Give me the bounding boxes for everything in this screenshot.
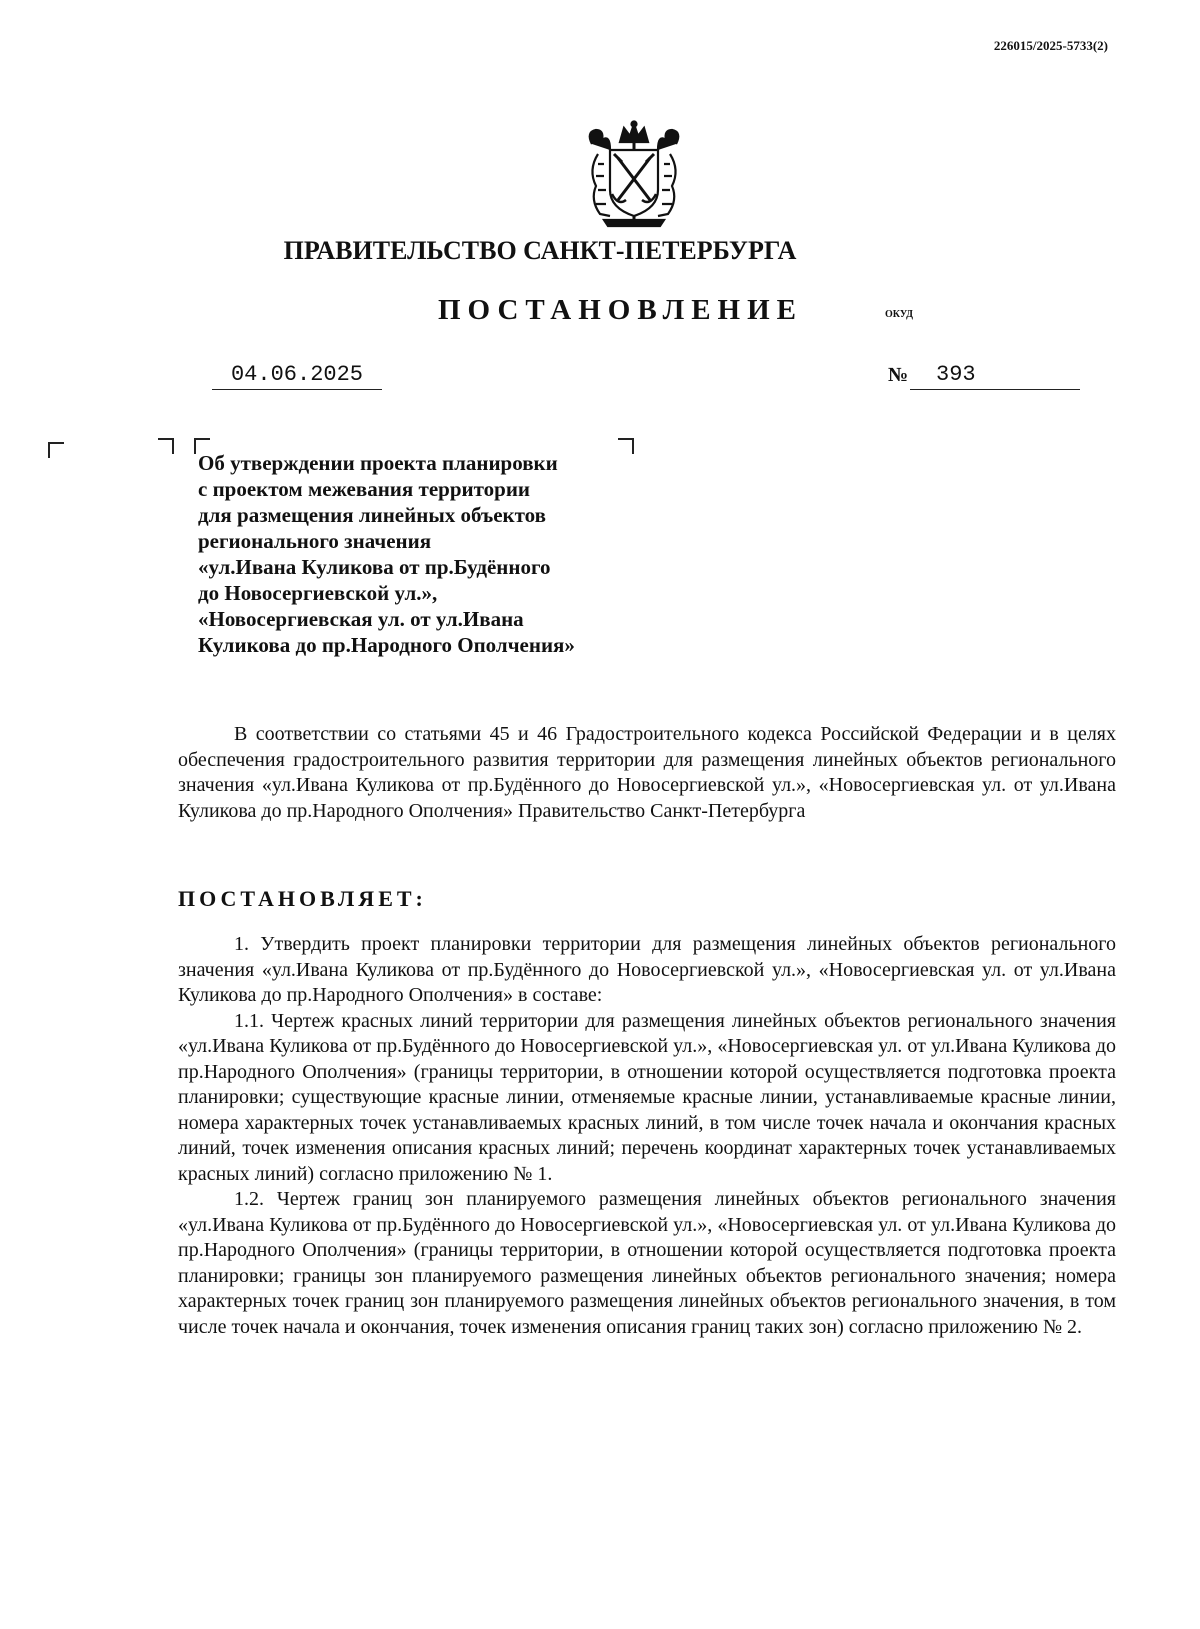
item-paragraph: 1. Утвердить проект планировки территории для размещения линейных объектов регионального значения «ул.Ивана Куликова от пр.Будённого до Новосергиевской ул.», «Новосергиевская ул. от ул.Ивана Куликова до пр.Народного Ополчения» в составе: xyxy=(178,933,1116,1006)
okud-label: ОКУД xyxy=(885,309,914,320)
title-line: с проектом межевания территории xyxy=(198,477,531,501)
spb-coat-of-arms-icon xyxy=(578,120,690,232)
item-paragraph: 1.1. Чертеж красных линий территории для размещения линейных объектов регионального значения «ул.Ивана Куликова от пр.Будённого до Новосергиевской ул.», «Новосергиевская ул. от ул.Ивана Куликова до пр.Народного Ополчения» (границы территории, в отношении которой осуществляется подготовка проекта планировки; существующие красные линии, отменяемые красные линии, устанавливаемые красные линии, номера характерных точек устанавливаемых красных линий, в том числе точек начала и окончания красных линий, точек изменения описания красных линий; перечень координат характерных точек устанавливаемых красных линий) согласно приложению № 1. xyxy=(178,1009,1116,1185)
preamble xyxy=(178,722,1116,824)
corner-mark-inner-right xyxy=(158,438,174,454)
corner-mark-left xyxy=(48,442,64,458)
government-name: ПРАВИТЕЛЬСТВО САНКТ-ПЕТЕРБУРГА xyxy=(283,236,797,265)
decree-heading: ПОСТАНОВЛЕНИЕ xyxy=(438,294,804,326)
corner-mark-right xyxy=(618,438,634,454)
decree-date: 04.06.2025 xyxy=(212,362,382,390)
decree-number: 393 xyxy=(910,362,1080,390)
number-sign: № xyxy=(888,364,909,386)
preamble-paragraph: В соответствии со статьями 45 и 46 Градостроительного кодекса Российской Федерации и в целях обеспечения градостроительного развития территории для размещения линейных объектов регионального значения «ул.Ивана Куликова от пр.Будённого до Новосергиевской ул.», «Новосергиевская ул. от ул.Ивана Куликова до пр.Народного Ополчения» Правительство Санкт-Петербурга xyxy=(178,723,1116,822)
title-line: Куликова до пр.Народного Ополчения» xyxy=(198,633,575,657)
resolves-heading: ПОСТАНОВЛЯЕТ: xyxy=(178,886,427,911)
decree-items xyxy=(178,932,1116,1340)
title-line: Об утверждении проекта планировки xyxy=(198,451,558,475)
title-line: «Новосергиевская ул. от ул.Ивана xyxy=(198,607,524,631)
decree-title xyxy=(198,450,575,658)
title-line: до Новосергиевской ул.», xyxy=(198,581,438,605)
item-paragraph: 1.2. Чертеж границ зон планируемого размещения линейных объектов регионального значения «ул.Ивана Куликова от пр.Будённого до Новосергиевской ул.», «Новосергиевская ул. от ул.Ивана Куликова до пр.Народного Ополчения» (границы территории, в отношении которой осуществляется подготовка проекта планировки; границы зон планируемого размещения линейных объектов регионального значения; номера характерных точек границ зон планируемого размещения линейных объектов регионального значения, в том числе точек начала и окончания, точек изменения описания границ таких зон) согласно приложению № 2. xyxy=(178,1188,1116,1338)
title-line: для размещения линейных объектов xyxy=(198,503,546,527)
document-number: 226015/2025-5733(2) xyxy=(993,38,1108,53)
title-line: регионального значения xyxy=(198,529,432,553)
title-line: «ул.Ивана Куликова от пр.Будённого xyxy=(198,555,551,579)
